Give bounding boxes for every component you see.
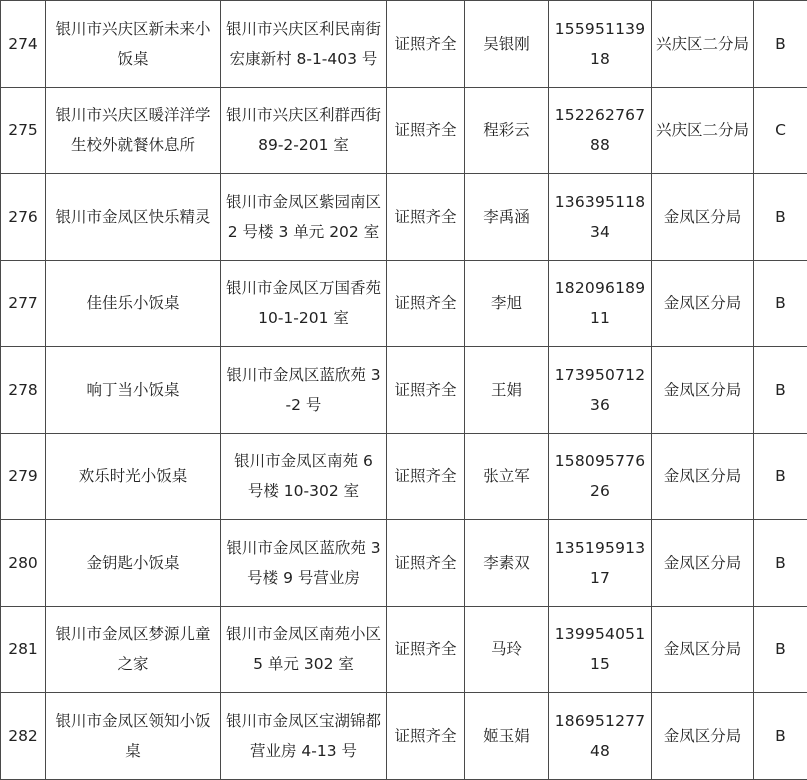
supervising-bureau: 兴庆区二分局	[652, 87, 754, 174]
contact-phone: 13519591317	[549, 520, 652, 607]
business-name: 欢乐时光小饭桌	[46, 433, 221, 520]
table-row	[1, 1, 807, 88]
row-number: 276	[1, 174, 46, 261]
supervising-bureau: 金凤区分局	[652, 347, 754, 434]
business-address: 银川市金凤区紫园南区 2 号楼 3 单元 202 室	[221, 174, 387, 261]
row-number: 277	[1, 260, 46, 347]
row-number: 278	[1, 347, 46, 434]
contact-person: 王娟	[465, 347, 549, 434]
license-status: 证照齐全	[387, 693, 465, 780]
rating-grade: B	[754, 260, 807, 347]
row-number: 282	[1, 693, 46, 780]
rating-grade: B	[754, 606, 807, 693]
business-address: 银川市金凤区南苑 6 号楼 10-302 室	[221, 433, 387, 520]
table-row	[1, 520, 807, 607]
license-status: 证照齐全	[387, 606, 465, 693]
table-row	[1, 433, 807, 520]
rating-grade: C	[754, 87, 807, 174]
rating-grade: B	[754, 520, 807, 607]
contact-person: 吴银刚	[465, 1, 549, 88]
table-row	[1, 606, 807, 693]
supervising-bureau: 金凤区分局	[652, 174, 754, 261]
license-status: 证照齐全	[387, 347, 465, 434]
table-row	[1, 87, 807, 174]
row-number: 280	[1, 520, 46, 607]
rating-grade: B	[754, 1, 807, 88]
supervising-bureau: 兴庆区二分局	[652, 1, 754, 88]
table-row	[1, 260, 807, 347]
contact-person: 张立军	[465, 433, 549, 520]
contact-person: 姬玉娟	[465, 693, 549, 780]
supervising-bureau: 金凤区分局	[652, 606, 754, 693]
contact-phone: 15809577626	[549, 433, 652, 520]
contact-phone: 15595113918	[549, 1, 652, 88]
business-address: 银川市兴庆区利群西街 89-2-201 室	[221, 87, 387, 174]
license-status: 证照齐全	[387, 520, 465, 607]
contact-phone: 15226276788	[549, 87, 652, 174]
rating-grade: B	[754, 693, 807, 780]
business-name: 银川市金凤区快乐精灵	[46, 174, 221, 261]
business-name: 佳佳乐小饭桌	[46, 260, 221, 347]
business-address: 银川市金凤区万国香苑 10-1-201 室	[221, 260, 387, 347]
supervising-bureau: 金凤区分局	[652, 693, 754, 780]
business-address: 银川市金凤区蓝欣苑 3 号楼 9 号营业房	[221, 520, 387, 607]
business-address: 银川市兴庆区利民南街宏康新村 8-1-403 号	[221, 1, 387, 88]
license-status: 证照齐全	[387, 433, 465, 520]
business-name: 金钥匙小饭桌	[46, 520, 221, 607]
supervising-bureau: 金凤区分局	[652, 433, 754, 520]
business-address: 银川市金凤区宝湖锦都营业房 4-13 号	[221, 693, 387, 780]
table-row	[1, 174, 807, 261]
contact-person: 李素双	[465, 520, 549, 607]
table-body	[1, 1, 807, 780]
table-row	[1, 693, 807, 780]
supervising-bureau: 金凤区分局	[652, 260, 754, 347]
contact-phone: 13639511834	[549, 174, 652, 261]
contact-phone: 13995405115	[549, 606, 652, 693]
rating-grade: B	[754, 347, 807, 434]
license-status: 证照齐全	[387, 174, 465, 261]
row-number: 275	[1, 87, 46, 174]
license-status: 证照齐全	[387, 260, 465, 347]
contact-person: 程彩云	[465, 87, 549, 174]
business-name: 银川市兴庆区暖洋洋学生校外就餐休息所	[46, 87, 221, 174]
contact-phone: 18695127748	[549, 693, 652, 780]
row-number: 281	[1, 606, 46, 693]
contact-phone: 17395071236	[549, 347, 652, 434]
row-number: 279	[1, 433, 46, 520]
license-status: 证照齐全	[387, 87, 465, 174]
supervising-bureau: 金凤区分局	[652, 520, 754, 607]
business-name: 银川市兴庆区新未来小饭桌	[46, 1, 221, 88]
business-name: 响丁当小饭桌	[46, 347, 221, 434]
license-status: 证照齐全	[387, 1, 465, 88]
row-number: 274	[1, 1, 46, 88]
business-name: 银川市金凤区梦源儿童之家	[46, 606, 221, 693]
table-row	[1, 347, 807, 434]
rating-grade: B	[754, 174, 807, 261]
contact-person: 马玲	[465, 606, 549, 693]
business-name: 银川市金凤区领知小饭桌	[46, 693, 221, 780]
contact-person: 李旭	[465, 260, 549, 347]
contact-person: 李禹涵	[465, 174, 549, 261]
business-address: 银川市金凤区蓝欣苑 3-2 号	[221, 347, 387, 434]
business-address: 银川市金凤区南苑小区 5 单元 302 室	[221, 606, 387, 693]
rating-grade: B	[754, 433, 807, 520]
contact-phone: 18209618911	[549, 260, 652, 347]
